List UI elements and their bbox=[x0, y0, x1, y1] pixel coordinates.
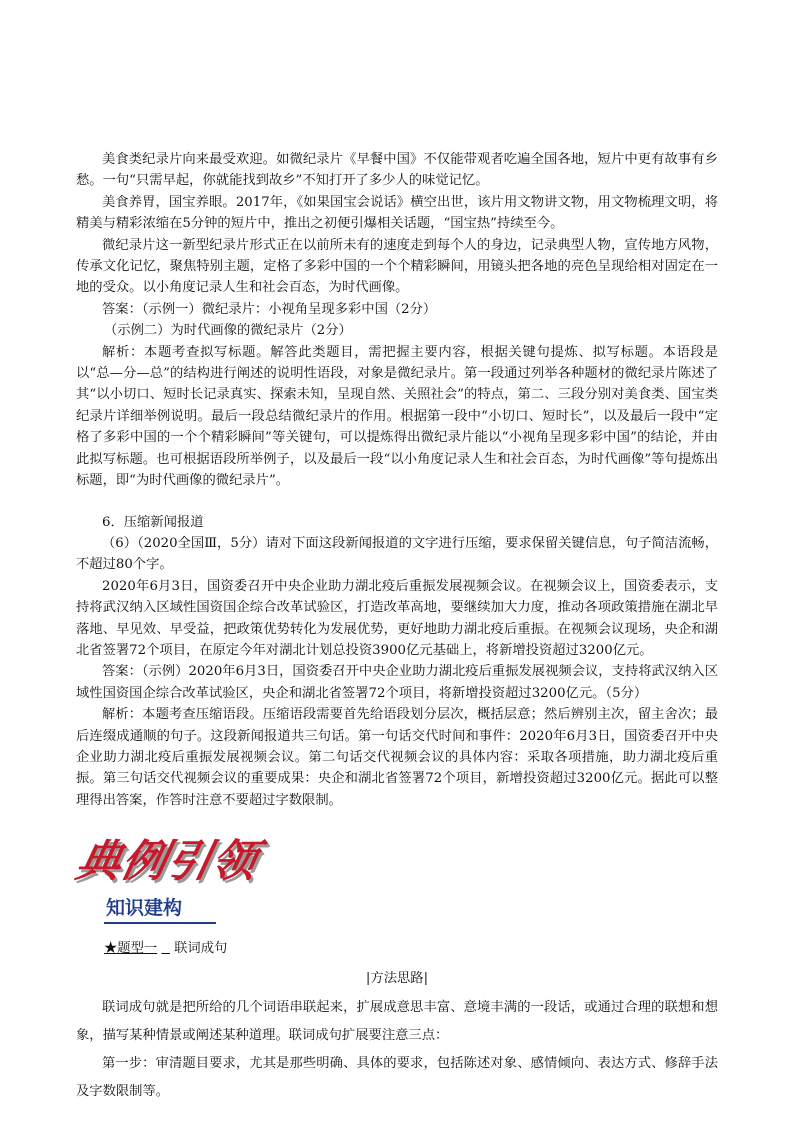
question-6-analysis: 解析：本题考查压缩语段。压缩语段需要首先给语段划分层次，概括层意；然后辨别主次，留主舍次；最后连缀成通顺的句子。这段新闻报道共三句话。第一句话交代时间和事件：2020年6月3日，国资委召开中央企业助力湖北疫后重振发展视频会议。第二句话交代视频会议的具体内容：采取各项措施，助力湖北疫后重振。第三句话交代视频会议的重要成果：央企和湖北省签署72个项目，新增投资超过3200亿元。据此可以整理得出答案，作答时注意不要超过字数限制。 bbox=[76, 707, 718, 808]
knowledge-underline bbox=[104, 922, 216, 924]
document-body bbox=[71, 149, 718, 1106]
spacer bbox=[76, 492, 718, 512]
method-paragraph-2: 第一步：审清题目要求，尤其是那些明确、具体的要求，包括陈述对象、感情倾向、表达方式、修辞手法及字数限制等。 bbox=[76, 1056, 718, 1100]
question-6-news: 2020年6月3日，国资委召开中央企业助力湖北疫后重振发展视频会议。在视频会议上，国资委表示，支持将武汉纳入区域性国资国企综合改革试验区，打造改革高地，要继续加大力度，推动各项政策措施在湖北早落地、早见效、早受益，把政策优势转化为发展优势，更好地助力湖北疫后重振。在视频会议现场，央企和湖北省签署72个项目，在原定今年对湖北计划总投资3900亿元基础上，将新增投资超过3200亿元。 bbox=[76, 578, 718, 658]
paragraph-treasure: 美食养胃，国宝养眼。2017年，《如果国宝会说话》横空出世，该片用文物讲文物，用文物梳理文明，将精美与精彩浓缩在5分钟的短片中，推出之初便引爆相关话题，“国宝热”持续至今。 bbox=[76, 194, 718, 232]
method-paragraph-1: 联词成句就是把所给的几个词语串联起来，扩展成意思丰富、意境丰满的一段话，或通过合理的联想和想象，描写某种情景或阐述某种道理。联词成句扩展要注意三点： bbox=[76, 1000, 718, 1044]
type-star-label: ★题型一 bbox=[104, 941, 158, 957]
analysis-paragraph-1: 解析：本题考查拟写标题。解答此类题目，需把握主要内容，根据关键句提炼、拟写标题。本语段是以“总—分—总”的结构进行阐述的说明性语段，对象是微纪录片。第一段通过列举各种题材的微纪录片陈述了其“以小切口、短时长记录真实、探索未知，呈现自然、关照社会”的特点，第二、三段分别对美食类、国宝类纪录片详细举例说明。最后一段总结微纪录片的作用。根据第一段中“小切口、短时长”，以及最后一段中“定格了多彩中国的一个个精彩瞬间”等关键句，可以提炼得出微纪录片能以“小视角呈现多彩中国”的结论，并由此拟写标题。也可根据语段所举例子，以及最后一段“以小角度记录人生和社会百态，为时代画像”等句提炼出标题，即“为时代画像的微纪录片”。 bbox=[76, 344, 718, 489]
banner-title: 典例引领 bbox=[71, 836, 263, 888]
method-title: |方法思路| bbox=[365, 971, 429, 987]
section-banner bbox=[71, 825, 718, 891]
paragraph-food: 美食类纪录片向来最受欢迎。如微纪录片《早餐中国》不仅能带观者吃遍全国各地，短片中更有故事有乡愁。一句“只需早起，你就能找到故乡”不知打开了多少人的味觉记忆。 bbox=[76, 152, 718, 189]
answer-line-1: 答案：（示例一）微纪录片：小视角呈现多彩中国（2分） bbox=[102, 301, 437, 317]
question-6-title: 6．压缩新闻报道 bbox=[102, 514, 204, 530]
type-name: 联词成句 bbox=[174, 941, 228, 957]
answer-line-2: （示例二）为时代画像的微纪录片（2分） bbox=[104, 323, 352, 339]
type-heading bbox=[104, 938, 718, 960]
knowledge-heading: 知识建构 bbox=[106, 897, 183, 920]
question-6-answer: 答案：（示例）2020年6月3日，国资委召开中央企业助力湖北疫后重振发展视频会议，支持将武汉纳入区域性国资国企综合改革试验区，央企和湖北省签署72个项目，将新增投资超过3200亿元。（5分） bbox=[76, 664, 718, 701]
type-gap bbox=[161, 941, 169, 956]
method-section bbox=[76, 994, 718, 1106]
paragraph-micro-doc: 微纪录片这一新型纪录片形式正在以前所未有的速度走到每个人的身边，记录典型人物，宣传地方风物，传承文化记忆，聚焦特别主题，定格了多彩中国的一个个精彩瞬间，用镜头把各地的亮色呈现给相对固定在一地的受众。以小角度记录人生和社会百态，为时代画像。 bbox=[76, 237, 718, 296]
question-6-prompt: （6）（2020全国Ⅲ，5分）请对下面这段新闻报道的文字进行压缩，要求保留关键信息，句子简洁流畅，不超过80个字。 bbox=[76, 535, 718, 573]
